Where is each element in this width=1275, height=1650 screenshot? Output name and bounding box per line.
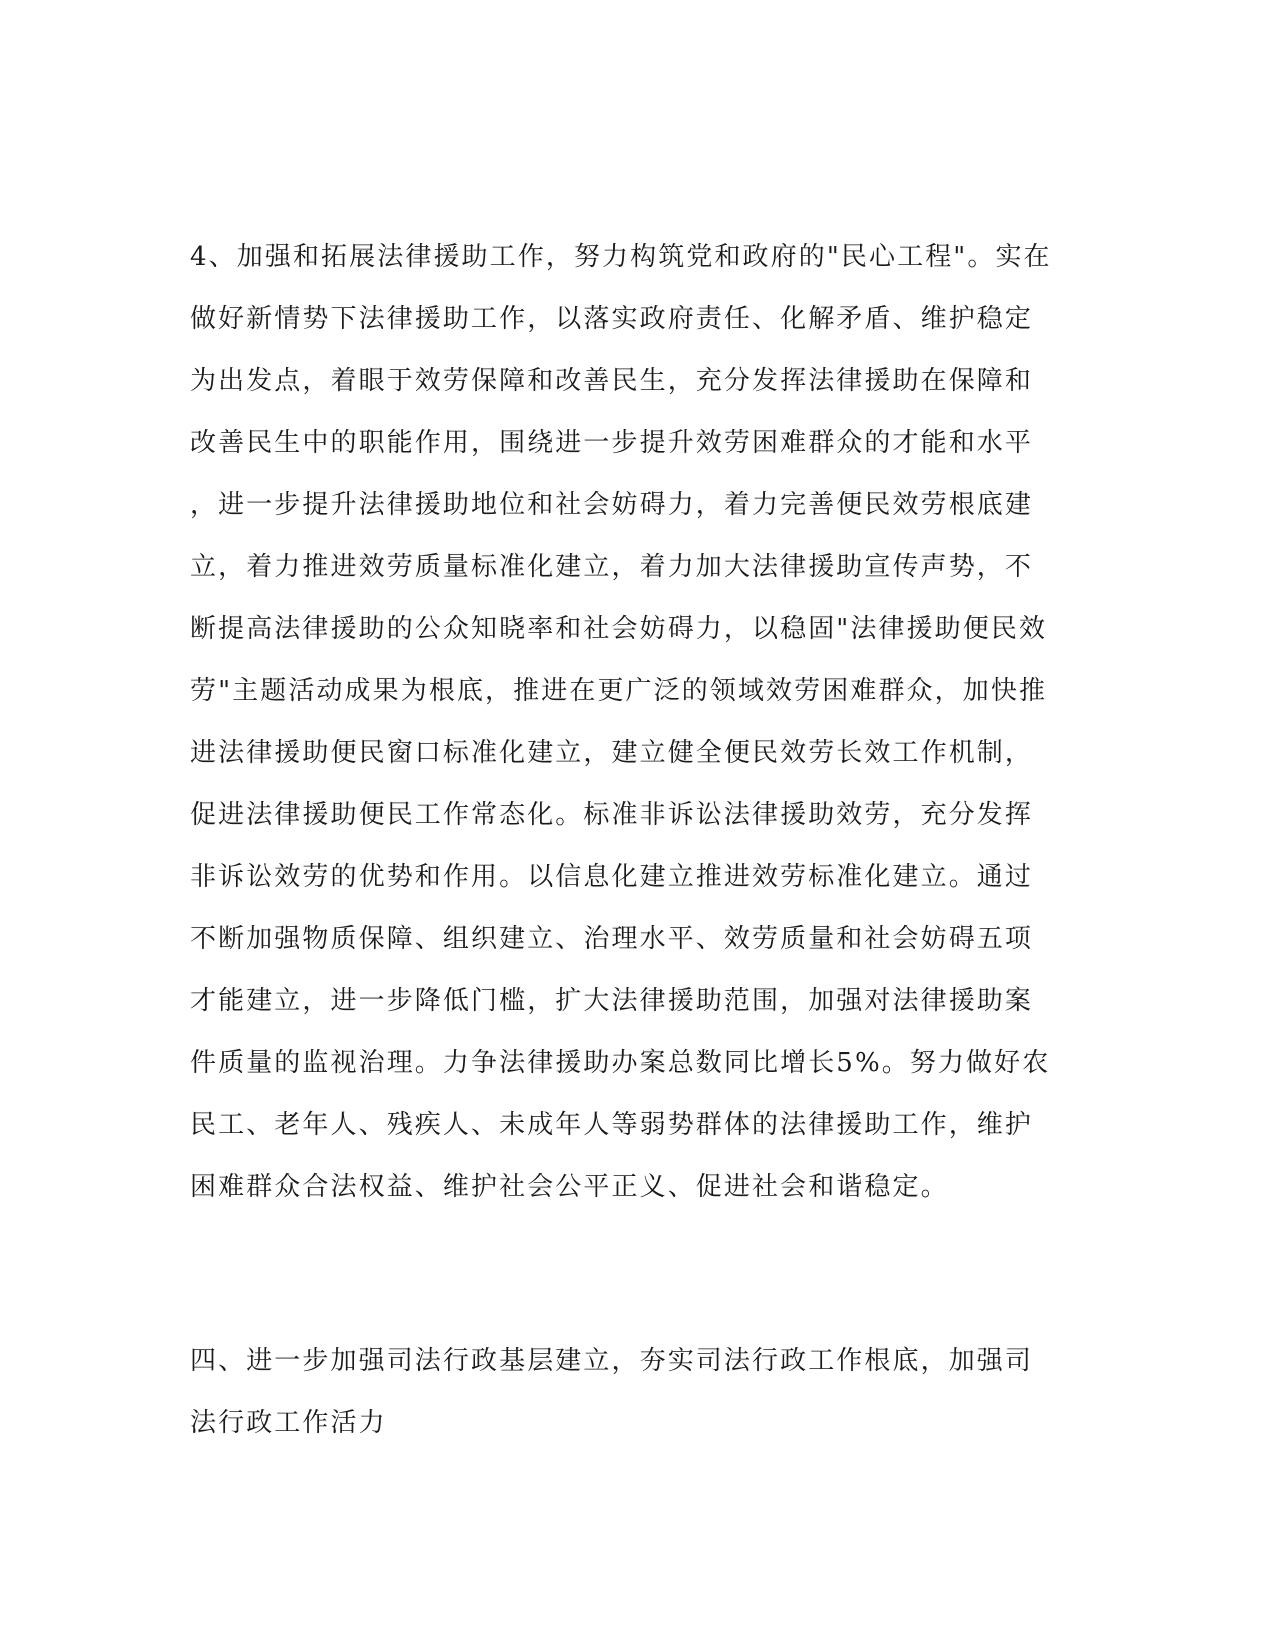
text-line: 非诉讼效劳的优势和作用。以信息化建立推进效劳标准化建立。通过 xyxy=(190,862,1034,892)
text-line: 劳"主题活动成果为根底，推进在更广泛的领域效劳困难群众，加快推 xyxy=(190,676,1048,706)
text-line: 断提高法律援助的公众知晓率和社会妨碍力，以稳固"法律援助便民效 xyxy=(190,614,1048,644)
text-line: 件质量的监视治理。力争法律援助办案总数同比增长5%。努力做好农 xyxy=(190,1048,1051,1078)
text-line: 困难群众合法权益、维护社会公平正义、促进社会和谐稳定。 xyxy=(190,1172,949,1202)
text-line: ，进一步提升法律援助地位和社会妨碍力，着力完善便民效劳根底建 xyxy=(190,490,1034,520)
text-line: 改善民生中的职能作用，围绕进一步提升效劳困难群众的才能和水平 xyxy=(190,428,1034,458)
text-line: 促进法律援助便民工作常态化。标准非诉讼法律援助效劳，充分发挥 xyxy=(190,800,1034,830)
text-line: 立，着力推进效劳质量标准化建立，着力加大法律援助宣传声势，不 xyxy=(190,552,1034,582)
text-line: 才能建立，进一步降低门槛，扩大法律援助范围，加强对法律援助案 xyxy=(190,986,1034,1016)
paragraph-legal-aid xyxy=(190,226,1080,1218)
heading-line: 法行政工作活力 xyxy=(190,1408,387,1438)
section-heading-grassroots xyxy=(190,1330,1080,1454)
text-line: 做好新情势下法律援助工作，以落实政府责任、化解矛盾、维护稳定 xyxy=(190,304,1034,334)
text-line: 进法律援助便民窗口标准化建立，建立健全便民效劳长效工作机制， xyxy=(190,738,1034,768)
heading-line: 四、进一步加强司法行政基层建立，夯实司法行政工作根底，加强司 xyxy=(190,1346,1034,1376)
text-line: 民工、老年人、残疾人、未成年人等弱势群体的法律援助工作，维护 xyxy=(190,1110,1034,1140)
text-line: 4、加强和拓展法律援助工作，努力构筑党和政府的"民心工程"。实在 xyxy=(190,242,1052,272)
text-line: 为出发点，着眼于效劳保障和改善民生，充分发挥法律援助在保障和 xyxy=(190,366,1034,396)
text-line: 不断加强物质保障、组织建立、治理水平、效劳质量和社会妨碍五项 xyxy=(190,924,1034,954)
